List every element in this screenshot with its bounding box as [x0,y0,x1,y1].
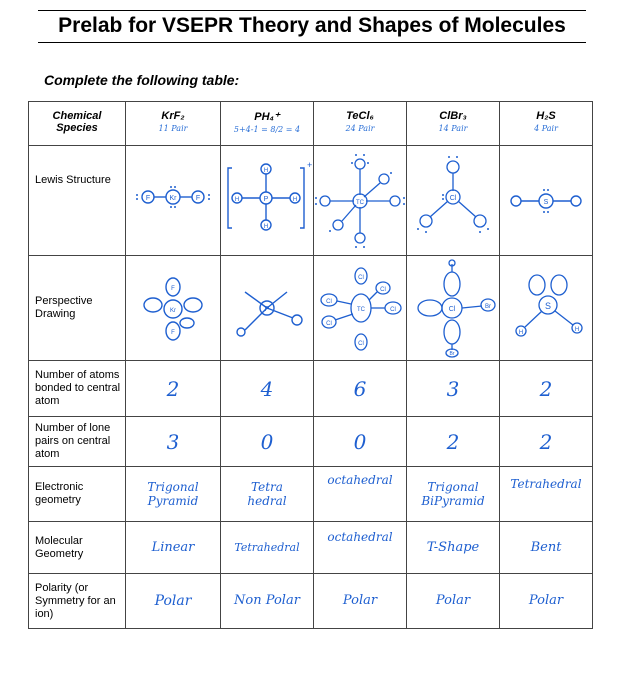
species-note: 5+4-1 = 8/2 = 4 [233,125,301,134]
lone-krf2: 3 [126,417,221,467]
atom-label: Cl [358,275,364,281]
perspective-tecl6-drawing [315,258,405,358]
lone-clbr3: 2 [407,417,500,467]
atom-label: Kr [169,194,177,202]
species-header-tecl6 [314,102,407,146]
atom-label: H [574,327,580,333]
electronic-ph4 [221,467,314,522]
molecular-h2s: Bent [500,522,593,574]
row-label-molecular: Molecular Geometry [29,522,126,574]
geo-line: Tetra [251,480,283,494]
polarity-h2s: Polar [500,574,593,629]
atom-label: Cl [449,194,457,202]
page-title: Prelab for VSEPR Theory and Shapes of Molecules [58,14,566,37]
molecular-ph4: Tetrahedral [221,522,314,574]
species-name: PH₄⁺ [254,111,280,123]
geo-line: Tetrahedral [510,477,582,491]
lewis-ph4 [221,146,314,256]
atom-label: S [543,198,549,206]
atom-label: H [518,330,524,336]
electronic-row [29,467,593,522]
corner-label-line1: Chemical [52,110,102,122]
perspective-h2s-drawing [501,263,591,353]
atom-label: F [171,330,175,336]
perspective-ph4 [221,256,314,361]
lewis-h2s [500,146,593,256]
polarity-clbr3: Polar [407,574,500,629]
atom-label: TC [357,307,365,313]
polarity-krf2: Polar [126,574,221,629]
corner-label-line2: Species [56,122,98,134]
polarity-tecl6: Polar [314,574,407,629]
molecular-clbr3: T-Shape [407,522,500,574]
geo-line: Pyramid [147,494,199,508]
bonded-row [29,361,593,417]
bonded-clbr3: 3 [407,361,500,417]
bonded-ph4: 4 [221,361,314,417]
geo-line: Trigonal [427,480,479,494]
geo-line: hedral [247,494,287,508]
lewis-ph4-drawing [222,156,312,246]
atom-label: F [145,194,151,202]
lewis-row [29,146,593,256]
title-rule-top [38,10,586,11]
species-name: TeCl₆ [346,110,374,122]
atom-label: Cl [448,306,456,313]
row-label-bonded: Number of atoms bonded to central atom [29,361,126,417]
species-note: 4 Pair [534,124,558,133]
lone-tecl6: 0 [314,417,407,467]
molecular-row [29,522,593,574]
lewis-clbr3-drawing [408,153,498,249]
electronic-krf2 [126,467,221,522]
atom-label: Cl [326,321,332,327]
perspective-tecl6 [314,256,407,361]
atom-label: S [544,301,552,311]
row-label-lewis: Lewis Structure [29,146,126,256]
molecular-tecl6: octahedral [314,522,407,574]
electronic-h2s [500,467,593,522]
atom-label: Cl [326,299,332,305]
perspective-clbr3 [407,256,500,361]
perspective-h2s [500,256,593,361]
bonded-tecl6: 6 [314,361,407,417]
atom-label: P [264,306,270,313]
electronic-tecl6 [314,467,407,522]
atom-label: Cl [358,341,364,347]
atom-label: Cl [380,287,386,293]
row-label-polarity: Polarity (or Symmetry for an ion) [29,574,126,629]
geo-line: Trigonal [147,480,199,494]
atom-label: H [263,167,269,174]
atom-label: TC [356,199,364,206]
atom-label: P [263,195,269,203]
lone-ph4: 0 [221,417,314,467]
row-label-perspective: Perspective Drawing [29,256,126,361]
charge-label: + [307,159,312,170]
perspective-krf2 [126,256,221,361]
atom-label: H [263,223,269,230]
lone-row [29,417,593,467]
atom-label: Kr [170,308,176,314]
title-rule-bottom [38,42,586,43]
lewis-krf2 [126,146,221,256]
perspective-ph4-drawing [227,268,307,348]
vsepr-table [28,101,593,629]
atom-label: F [195,194,201,202]
perspective-clbr3-drawing [408,258,498,358]
geo-line: octahedral [327,473,393,487]
atom-label: Cl [390,307,396,313]
lewis-clbr3 [407,146,500,256]
electronic-clbr3 [407,467,500,522]
species-name: ClBr₃ [439,110,467,122]
row-label-lone: Number of lone pairs on central atom [29,417,126,467]
bonded-h2s: 2 [500,361,593,417]
species-header-h2s [500,102,593,146]
instruction-text: Complete the following table: [44,72,240,88]
species-note: 14 Pair [438,124,468,133]
lewis-tecl6 [314,146,407,256]
species-header-krf2 [126,102,221,146]
species-note: 24 Pair [345,124,375,133]
polarity-row [29,574,593,629]
geo-line: BiPyramid [421,494,485,508]
row-label-electronic: Electronic geometry [29,467,126,522]
corner-header [29,102,126,146]
atom-label: Br [449,351,455,357]
lewis-tecl6-drawing [314,151,406,251]
polarity-ph4: Non Polar [221,574,314,629]
lewis-krf2-drawing [128,171,218,231]
species-header-ph4 [221,102,314,146]
species-name: H₂S [536,110,556,122]
header-row [29,102,593,146]
perspective-row [29,256,593,361]
species-note: 11 Pair [158,124,188,133]
perspective-krf2-drawing [133,263,213,353]
atom-label: H [292,196,298,203]
atom-label: Br [485,304,491,310]
molecular-krf2: Linear [126,522,221,574]
lewis-h2s-drawing [501,176,591,226]
bonded-krf2: 2 [126,361,221,417]
lone-h2s: 2 [500,417,593,467]
species-name: KrF₂ [161,110,185,122]
atom-label: F [171,286,175,292]
species-header-clbr3 [407,102,500,146]
atom-label: H [234,196,240,203]
